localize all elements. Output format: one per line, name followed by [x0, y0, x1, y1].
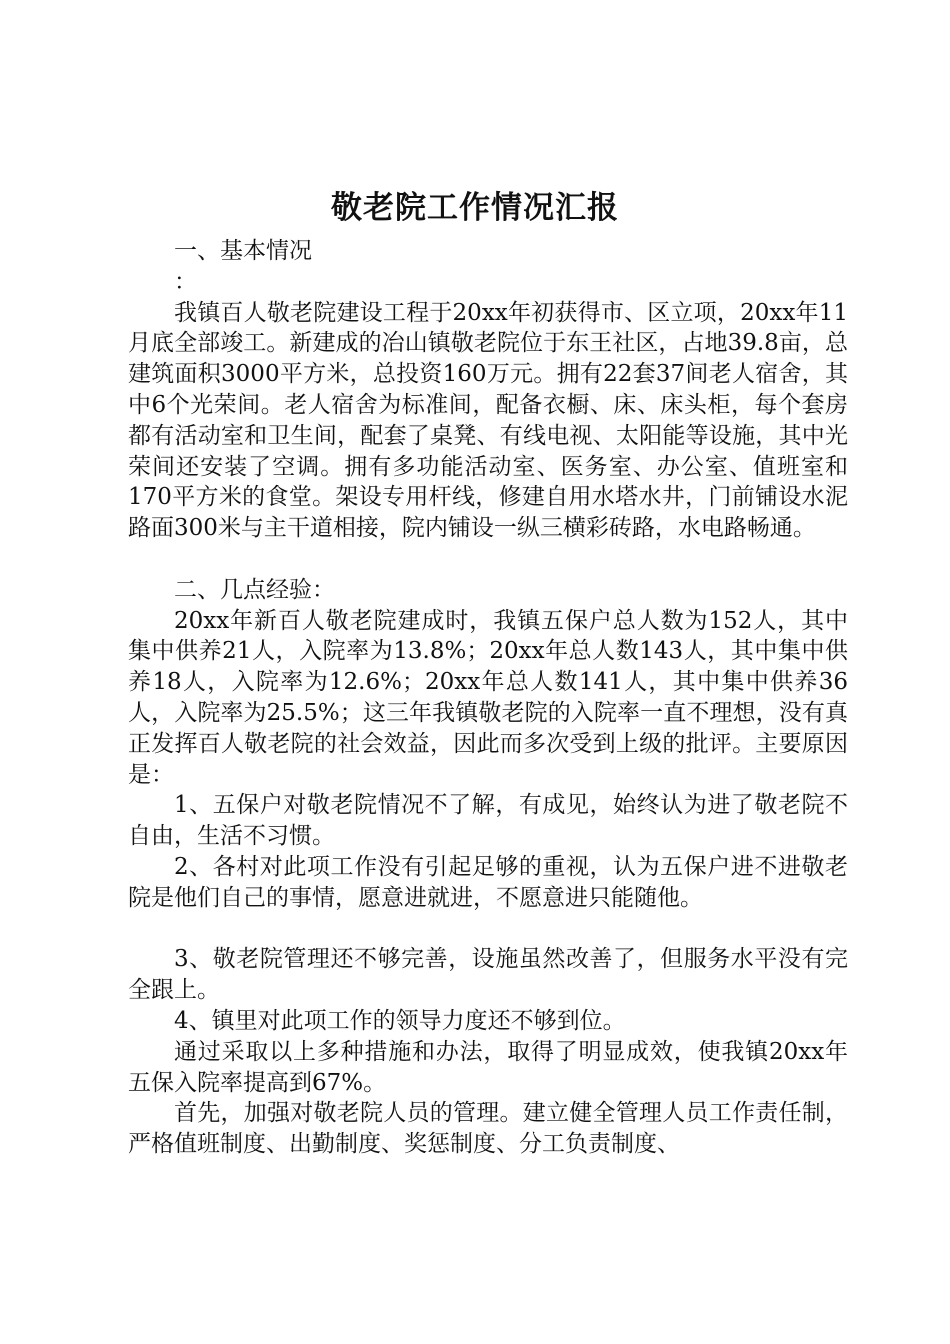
blank-line [128, 914, 848, 945]
paragraph-results: 通过采取以上多种措施和办法，取得了明显成效，使我镇20xx年五保入院率提高到67%。 [128, 1038, 848, 1096]
reason-item-1: 1、五保户对敬老院情况不了解，有成见，始终认为进了敬老院不自由，生活不习惯。 [128, 792, 848, 850]
reason-item-4: 4、镇里对此项工作的领导力度还不够到位。 [174, 1007, 626, 1034]
section-heading-basic: 一、基本情况 [174, 238, 312, 264]
section-heading-experience: 二、几点经验： [174, 576, 335, 603]
colon-line: ： [174, 268, 197, 295]
reason-item-2: 2、各村对此项工作没有引起足够的重视，认为五保户进不进敬老院是他们自己的事情，愿意进就进，不愿意进只能随他。 [128, 853, 848, 911]
paragraph-management: 首先，加强对敬老院人员的管理。建立健全管理人员工作责任制，严格值班制度、出勤制度、奖惩制度、分工负责制度、 [128, 1100, 848, 1158]
blank-line [128, 544, 848, 575]
document-body [128, 236, 848, 1160]
paragraph-basic-info: 我镇百人敬老院建设工程于20xx年初获得市、区立项，20xx年11月底全部竣工。新建成的冶山镇敬老院位于东王社区，占地39.8亩，总建筑面积3000平方米，总投资160万元。拥有22套37间老人宿舍，其中6个光荣间。老人宿舍为标准间，配备衣橱、床、床头柜，每个套房都有活动室和卫生间，配套了桌凳、有线电视、太阳能等设施，其中光荣间还安装了空调。拥有多功能活动室、医务室、办公室、值班室和170平方米的食堂。架设专用杆线，修建自用水塔水井，门前铺设水泥路面300米与主干道相接，院内铺设一纵三横彩砖路，水电路畅通。 [128, 299, 848, 542]
reason-item-3: 3、敬老院管理还不够完善，设施虽然改善了，但服务水平没有完全跟上。 [128, 946, 848, 1004]
document-title: 敬老院工作情况汇报 [331, 190, 619, 226]
paragraph-statistics: 20xx年新百人敬老院建成时，我镇五保户总人数为152人，其中集中供养21人，入院率为13.8%；20xx年总人数143人，其中集中供养18人，入院率为12.6%；20xx年总人数141人，其中集中供养36人，入院率为25.5%；这三年我镇敬老院的入院率一直不理想，没有真正发挥百人敬老院的社会效益，因此而多次受到上级的批评。主要原因是： [128, 607, 848, 788]
